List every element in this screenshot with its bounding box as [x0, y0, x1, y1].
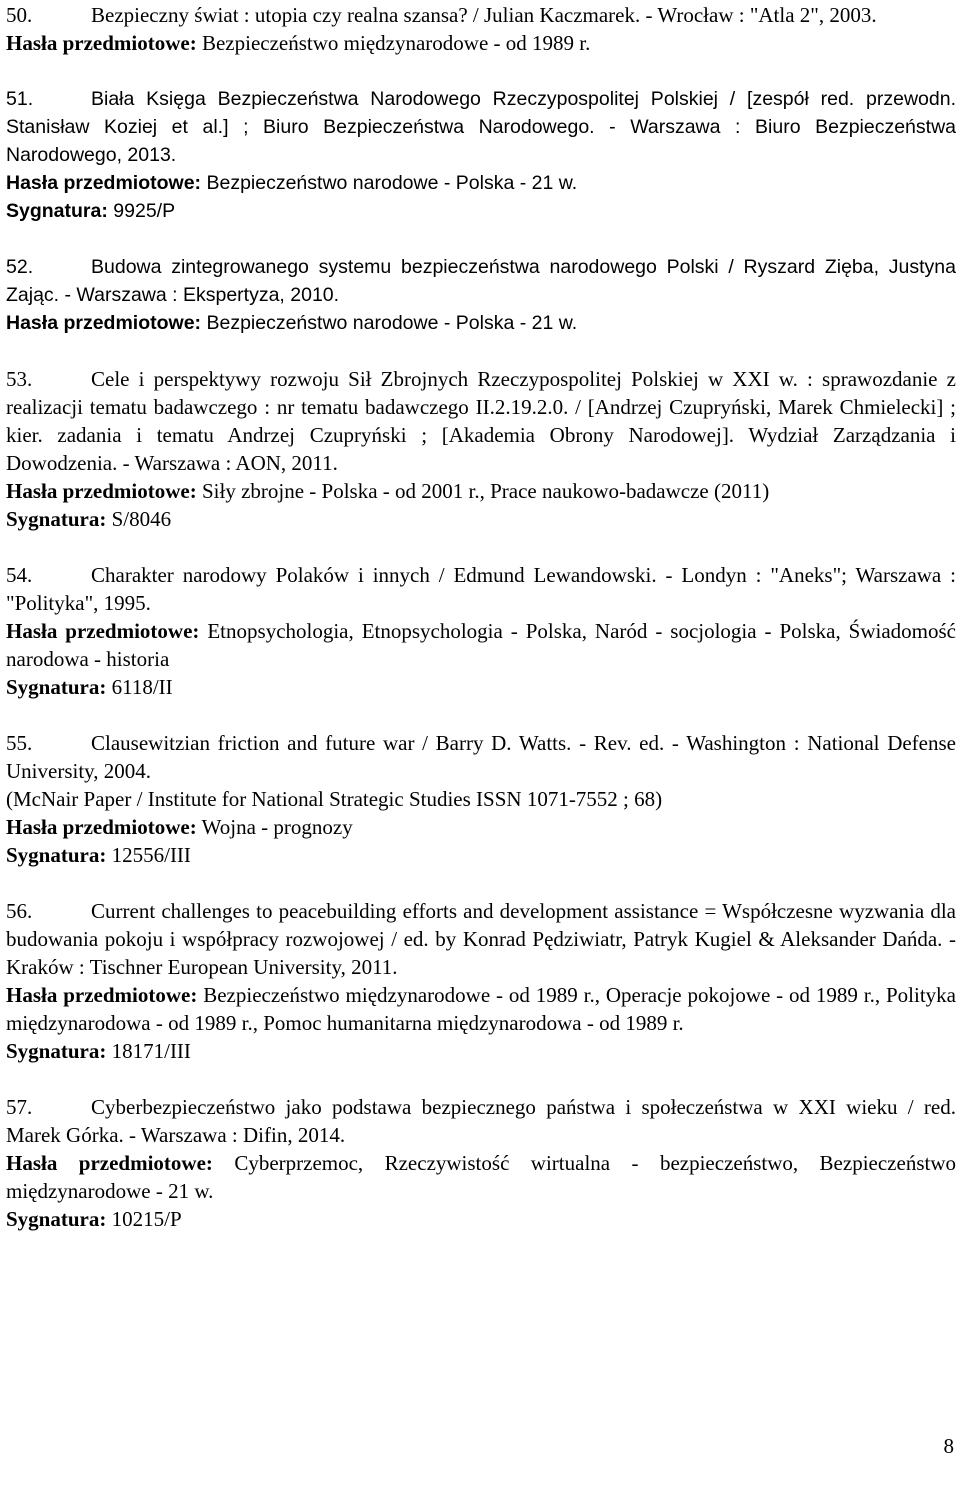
entry-description	[6, 85, 956, 169]
subjects-label: Hasła przedmiotowe:	[6, 619, 200, 643]
entry-title: Charakter narodowy Polaków i innych / Edmund Lewandowski. - Londyn : "Aneks"; Warszawa : "Polityka", 1995.	[6, 563, 956, 615]
entry-description	[6, 1, 956, 29]
entry-series: (McNair Paper / Institute for National Strategic Studies ISSN 1071-7552 ; 68)	[6, 787, 663, 811]
page-number: 8	[943, 1434, 954, 1458]
entry-number: 50.	[6, 3, 33, 27]
entry-number: 56.	[6, 899, 33, 923]
entry-number: 57.	[6, 1095, 33, 1119]
entry-subjects	[6, 813, 956, 841]
bibliography-entry-52	[6, 253, 956, 337]
subjects-value: Wojna - prognozy	[201, 815, 353, 839]
subjects-label: Hasła przedmiotowe:	[6, 815, 197, 839]
entry-subjects	[6, 477, 956, 505]
entry-number: 55.	[6, 731, 33, 755]
signature-value: 9925/P	[113, 200, 176, 222]
entry-subjects	[6, 29, 956, 57]
entry-subjects	[6, 617, 956, 673]
signature-value: 12556/III	[111, 843, 191, 867]
subjects-label: Hasła przedmiotowe:	[6, 312, 202, 334]
signature-label: Sygnatura:	[6, 843, 107, 867]
signature-value: S/8046	[111, 507, 172, 531]
signature-value: 10215/P	[111, 1207, 182, 1231]
bibliography-entry-54	[6, 561, 956, 701]
subjects-label: Hasła przedmiotowe:	[6, 479, 197, 503]
entry-signature	[6, 197, 956, 225]
bibliography-entry-56	[6, 897, 956, 1065]
subjects-value: Bezpieczeństwo międzynarodowe - od 1989 r.	[201, 31, 591, 55]
entry-number: 51.	[6, 88, 34, 110]
bibliography-entry-53	[6, 365, 956, 533]
entry-subjects	[6, 309, 956, 337]
subjects-value: Etnopsychologia, Etnopsychologia - Polska, Naród - socjologia - Polska, Świadomość narodowa - historia	[6, 619, 956, 671]
entry-signature	[6, 673, 956, 701]
entry-number: 54.	[6, 563, 33, 587]
entry-title: Cele i perspektywy rozwoju Sił Zbrojnych Rzeczypospolitej Polskiej w XXI w. : sprawozdanie z realizacji tematu badawczego : nr tematu badawczego II.2.19.2.0. / [Andrzej Czupryński, Marek Chmielecki] ; kier. zadania i tematu Andrzej Czupryński ; [Akademia Obrony Narodowej]. Wydział Zarządzania i Dowodzenia. - Warszawa : AON, 2011.	[6, 367, 956, 475]
entry-description	[6, 729, 956, 785]
document-page	[6, 1, 956, 1261]
bibliography-entry-51	[6, 85, 956, 225]
entry-subjects	[6, 169, 956, 197]
signature-value: 6118/II	[111, 675, 173, 699]
subjects-value: Bezpieczeństwo międzynarodowe - od 1989 r., Operacje pokojowe - od 1989 r., Polityka międzynarodowa - od 1989 r., Pomoc humanitarna międzynarodowa - od 1989 r.	[6, 983, 956, 1035]
subjects-label: Hasła przedmiotowe:	[6, 983, 198, 1007]
entry-description	[6, 253, 956, 309]
signature-label: Sygnatura:	[6, 1207, 107, 1231]
entry-title: Clausewitzian friction and future war / Barry D. Watts. - Rev. ed. - Washington : National Defense University, 2004.	[6, 731, 956, 783]
entry-title: Biała Księga Bezpieczeństwa Narodowego Rzeczypospolitej Polskiej / [zespół red. przewodn. Stanisław Koziej et al.] ; Biuro Bezpieczeństwa Narodowego. - Warszawa : Biuro Bezpieczeństwa Narodowego, 2013.	[6, 88, 956, 166]
entry-title: Budowa zintegrowanego systemu bezpieczeństwa narodowego Polski / Ryszard Zięba, Justyna Zając. - Warszawa : Ekspertyza, 2010.	[6, 256, 956, 306]
bibliography-entry-50	[6, 1, 956, 57]
signature-label: Sygnatura:	[6, 507, 107, 531]
entry-signature	[6, 1037, 956, 1065]
entry-number: 53.	[6, 367, 33, 391]
subjects-label: Hasła przedmiotowe:	[6, 1151, 213, 1175]
entry-description	[6, 561, 956, 617]
bibliography-entry-57	[6, 1093, 956, 1233]
subjects-value: Bezpieczeństwo narodowe - Polska - 21 w.	[206, 172, 578, 194]
subjects-label: Hasła przedmiotowe:	[6, 172, 202, 194]
signature-label: Sygnatura:	[6, 675, 107, 699]
entry-subjects	[6, 981, 956, 1037]
entry-number: 52.	[6, 256, 34, 278]
entry-description	[6, 365, 956, 477]
entry-description	[6, 1093, 956, 1149]
signature-label: Sygnatura:	[6, 200, 108, 222]
signature-label: Sygnatura:	[6, 1039, 107, 1063]
entry-subjects	[6, 1149, 956, 1205]
entry-signature	[6, 1205, 956, 1233]
subjects-label: Hasła przedmiotowe:	[6, 31, 197, 55]
entry-title: Bezpieczny świat : utopia czy realna szansa? / Julian Kaczmarek. - Wrocław : "Atla 2", 2003.	[91, 3, 877, 27]
entry-title: Current challenges to peacebuilding efforts and development assistance = Współczesne wyzwania dla budowania pokoju i współpracy rozwojowej / ed. by Konrad Pędziwiatr, Patryk Kugiel & Aleksander Dańda. - Kraków : Tischner European University, 2011.	[6, 899, 956, 979]
entry-description	[6, 897, 956, 981]
subjects-value: Bezpieczeństwo narodowe - Polska - 21 w.	[206, 312, 578, 334]
bibliography-entry-55	[6, 729, 956, 869]
subjects-value: Siły zbrojne - Polska - od 2001 r., Prace naukowo-badawcze (2011)	[201, 479, 770, 503]
entry-signature	[6, 841, 956, 869]
entry-title: Cyberbezpieczeństwo jako podstawa bezpiecznego państwa i społeczeństwa w XXI wieku / red. Marek Górka. - Warszawa : Difin, 2014.	[6, 1095, 956, 1147]
entry-signature	[6, 505, 956, 533]
subjects-value: Cyberprzemoc, Rzeczywistość wirtualna - bezpieczeństwo, Bezpieczeństwo międzynarodowe - 21 w.	[6, 1151, 956, 1203]
signature-value: 18171/III	[111, 1039, 191, 1063]
